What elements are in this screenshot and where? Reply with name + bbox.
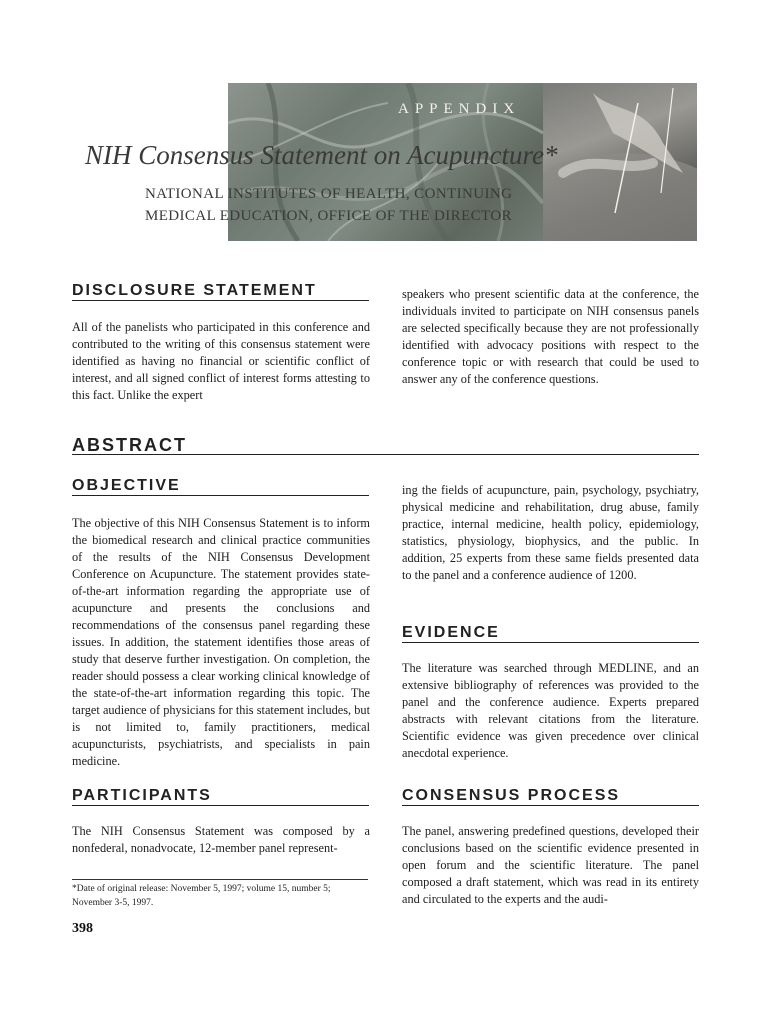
objective-heading: OBJECTIVE [72, 477, 369, 496]
participants-heading: PARTICIPANTS [72, 787, 369, 806]
appendix-label: APPENDIX [398, 101, 521, 117]
disclosure-text-right: speakers who present scientific data at the conference, the individuals invited to participate on NIH consensus panels are selected specifically because they are not professionally identified with advocacy positions with respect to the conference topic or with research that could be used to answer any of the conference questions. [402, 287, 699, 386]
page-title: NIH Consensus Statement on Acupuncture* [85, 140, 558, 170]
objective-text: The objective of this NIH Consensus Statement is to inform the biomedical research and clinical practice communities of the results of the NIH Consensus Development Conference on Acupuncture. The statement provides state-of-the-art information regarding the appropriate use of acupuncture and presents the conclusions and recommendations of the consensus panel regarding these issues. In addition, the statement identifies those areas of study that deserve further investigation. On completion, the reader should possess a clear working clinical knowledge of the state-of-the-art information regarding this topic. The target audience of physicians for this statement includes, but is not limited to, family practitioners, medical acupuncturists, psychiatrists, and specialists in pain medicine. [72, 516, 370, 768]
author-affiliation [145, 183, 512, 227]
disclosure-heading: DISCLOSURE STATEMENT [72, 282, 369, 301]
evidence-heading: EVIDENCE [402, 624, 699, 643]
consensus-process-heading: CONSENSUS PROCESS [402, 787, 699, 806]
footnote: *Date of original release: November 5, 1997; volume 15, number 5; November 3-5, 1997. [72, 884, 331, 908]
disclosure-text-left: All of the panelists who participated in this conference and contributed to the writing of this consensus statement were identified as having no financial or scientific conflict of interest, and all signed conflict of interest forms attesting to this fact. Unlike the expert [72, 320, 370, 402]
acupuncture-needle-photo [543, 83, 697, 241]
participants-text: The NIH Consensus Statement was composed by a nonfederal, nonadvocate, 12-member panel represent- [72, 824, 370, 855]
participants-text-continued: ing the fields of acupuncture, pain, psychology, psychiatry, physical medicine and rehabilitation, drug abuse, family practice, internal medicine, health policy, epidemiology, statistics, physiology, biophysics, and the public. In addition, 25 experts from these same fields presented data to the panel and a conference audience of 1200. [402, 483, 699, 582]
abstract-heading: ABSTRACT [72, 436, 699, 455]
footnote-divider [72, 879, 368, 880]
consensus-process-text: The panel, answering predefined questions, developed their conclusions based on the scientific evidence presented in open forum and the scientific literature. The panel composed a draft statement, which was read in its entirety and circulated to the experts and the audi- [402, 824, 699, 906]
affiliation-line-2: MEDICAL EDUCATION, OFFICE OF THE DIRECTOR [145, 208, 512, 224]
evidence-text: The literature was searched through MEDLINE, and an extensive bibliography of references was provided to the panel and the conference audience. Experts prepared abstracts with relevant citations from the literature. Scientific evidence was given precedence over clinical anecdotal experience. [402, 661, 699, 760]
page-number: 398 [72, 921, 93, 936]
affiliation-line-1: NATIONAL INSTITUTES OF HEALTH, CONTINUING [145, 186, 513, 202]
